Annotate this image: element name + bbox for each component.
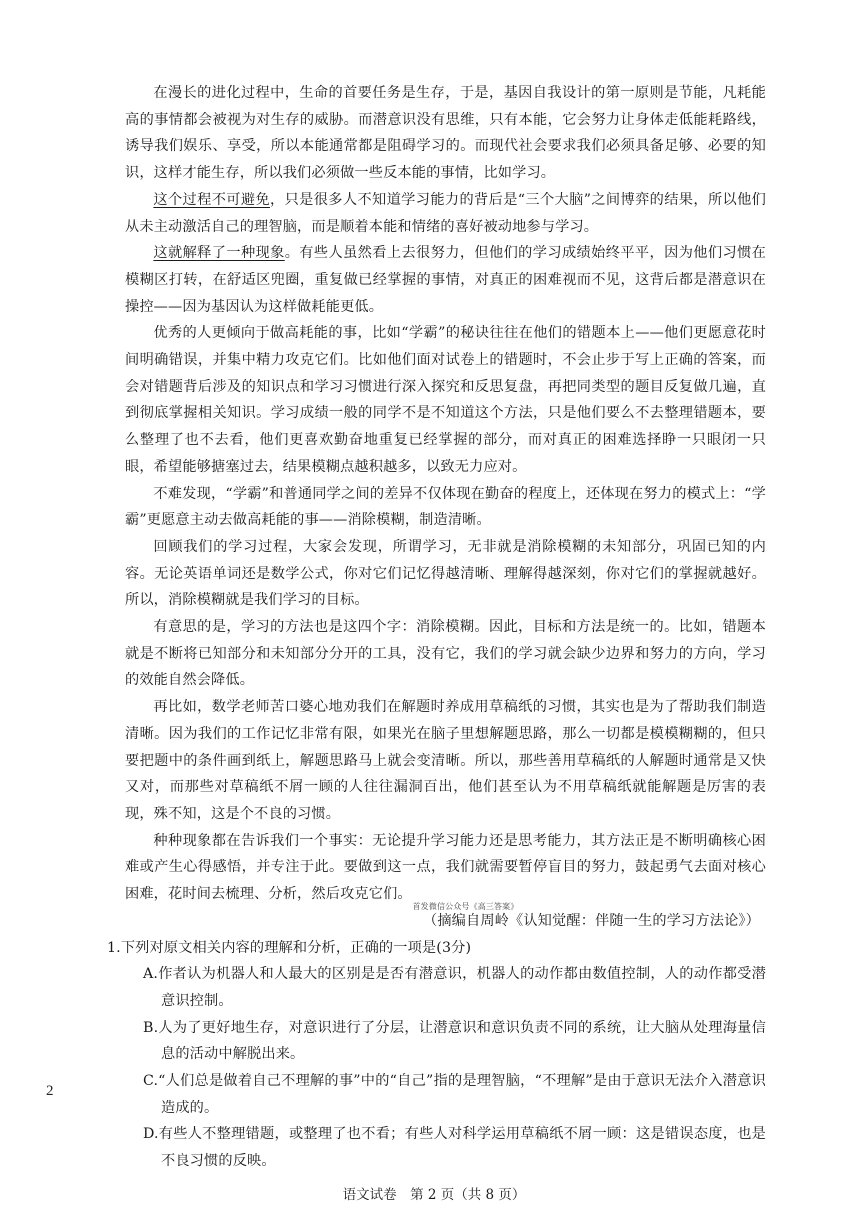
option-b: B.人为了更好地生存，对意识进行了分层，让潜意识和意识负责不同的系统，让大脑从处理海量信息的活动中解脱出来。 [143,1019,766,1063]
page-footer: 语文试卷 第 2 页（共 8 页） [342,1187,526,1203]
paragraph-text: 回顾我们的学习过程，大家会发现，所谓学习，无非就是消除模糊的未知部分，巩固已知的内容。无论英语单词还是数学公式，你对它们记忆得越清晰、理解得越深刻，你对它们的掌握就越好。所以，消除模糊就是我们学习的目标。 [125,538,766,609]
underlined-phrase: 这个过程不可避免 [153,191,270,208]
paragraph-2 [125,187,766,240]
paragraph-text: 。有些人虽然看上去很努力，但他们的学习成绩始终平平，因为他们习惯在模糊区打转，在舒适区兜圈，重复做已经掌握的事情，对真正的困难视而不见，这背后都是潜意识在操控——因为基因认为这样做耗能更低。 [125,245,766,315]
underlined-phrase: 这就解释了一种现象 [153,245,285,262]
paragraph-3 [125,240,766,320]
option-d: D.有些人不整理错题，或整理了也不看；有些人对科学运用草稿纸不屑一顾：这是错误态度，也是不良习惯的反映。 [143,1126,766,1170]
paragraph-1 [125,80,766,187]
paragraph-9 [125,828,766,908]
paragraph-text: 有意思的是，学习的方法也是这四个字：消除模糊。因此，目标和方法是统一的。比如，错题本就是不断将已知部分和未知部分分开的工具，没有它，我们的学习就会缺少边界和努力的方向，学习的效能自然会降低。 [125,619,766,689]
article-body [107,80,767,1175]
paragraph-7 [125,614,766,694]
paragraph-text: 在漫长的进化过程中，生命的首要任务是生存，于是，基因自我设计的第一原则是节能，凡耗能高的事情都会被视为对生存的威胁。而潜意识没有思维，只有本能，它会努力让身体走低能耗路线，诱导我们娱乐、享受，所以本能通常都是阻碍学习的。而现代社会要求我们必须具备足够、必要的知识，这样才能生存，所以我们必须做一些反本能的事情，比如学习。 [125,85,766,182]
paragraph-6 [125,534,766,614]
paragraph-5 [125,481,766,534]
paragraph-text: ，只是很多人不知道学习能力的背后是“三个大脑”之间博弈的结果，所以他们从未主动激活自己的理智脑，而是顺着本能和情绪的喜好被动地参与学习。 [125,191,767,235]
paragraph-text: 优秀的人更倾向于做高耗能的事，比如“学霸”的秘诀往往在他们的错题本上——他们更愿意花时间明确错误，并集中精力攻克它们。比如他们面对试卷上的错题时，不会止步于写上正确的答案，而会对错题背后涉及的知识点和学习习惯进行深入探究和反思复盘，再把同类型的题目反复做几遍，直到彻底掌握相关知识。学习成绩一般的同学不是不知道这个方法，只是他们要么不去整理错题本，要么整理了也不去看，他们更喜欢勤奋地重复已经掌握的部分，而对真正的困难选择睁一只眼闭一只眼，希望能够搪塞过去，结果模糊点越积越多，以致无力应对。 [125,325,766,475]
option-c: C.“人们总是做着自己不理解的事”中的“自己”指的是理智脑，“不理解”是由于意识无法介入潜意识造成的。 [143,1073,766,1116]
option-a: A.作者认为机器人和人最大的区别是是否有潜意识，机器人的动作都由数值控制，人的动作都受潜意识控制。 [143,966,766,1009]
source-citation: （摘编自周岭《认知觉醒：伴随一生的学习方法论》） [422,912,760,929]
paragraph-4 [125,320,766,480]
paragraph-text: 再比如，数学老师苦口婆心地劝我们在解题时养成用草稿纸的习惯，其实也是为了帮助我们制造清晰。因为我们的工作记忆非常有限，如果光在脑子里想解题思路，那么一切都是模模糊糊的，但只要把题中的条件画到纸上，解题思路马上就会变清晰。所以，那些善用草稿纸的人解题时通常是又快又对，而那些对草稿纸不屑一顾的人往往漏洞百出，他们甚至认为不用草稿纸就能解题是厉害的表现，殊不知，这是个不良的习惯。 [125,699,766,822]
paragraph-8 [125,694,766,828]
question-stem: 1.下列对原文相关内容的理解和分析，正确的一项是(3分) [107,939,472,956]
side-page-number: 2 [46,1083,54,1099]
paragraph-text: 不难发现，“学霸”和普通同学之间的差异不仅体现在勤奋的程度上，还体现在努力的模式上：“学霸”更愿意主动去做高耗能的事——消除模糊，制造清晰。 [125,485,766,529]
watermark: 首发微信公众号《高三答案》 [412,901,519,911]
paragraph-text: 种种现象都在告诉我们一个事实：无论提升学习能力还是思考能力，其方法正是不断明确核心困难或产生心得感悟，并专注于此。要做到这一点，我们就需要暂停盲目的努力，鼓起勇气去面对核心困难，花时间去梳理、分析，然后攻克它们。 [125,832,766,903]
